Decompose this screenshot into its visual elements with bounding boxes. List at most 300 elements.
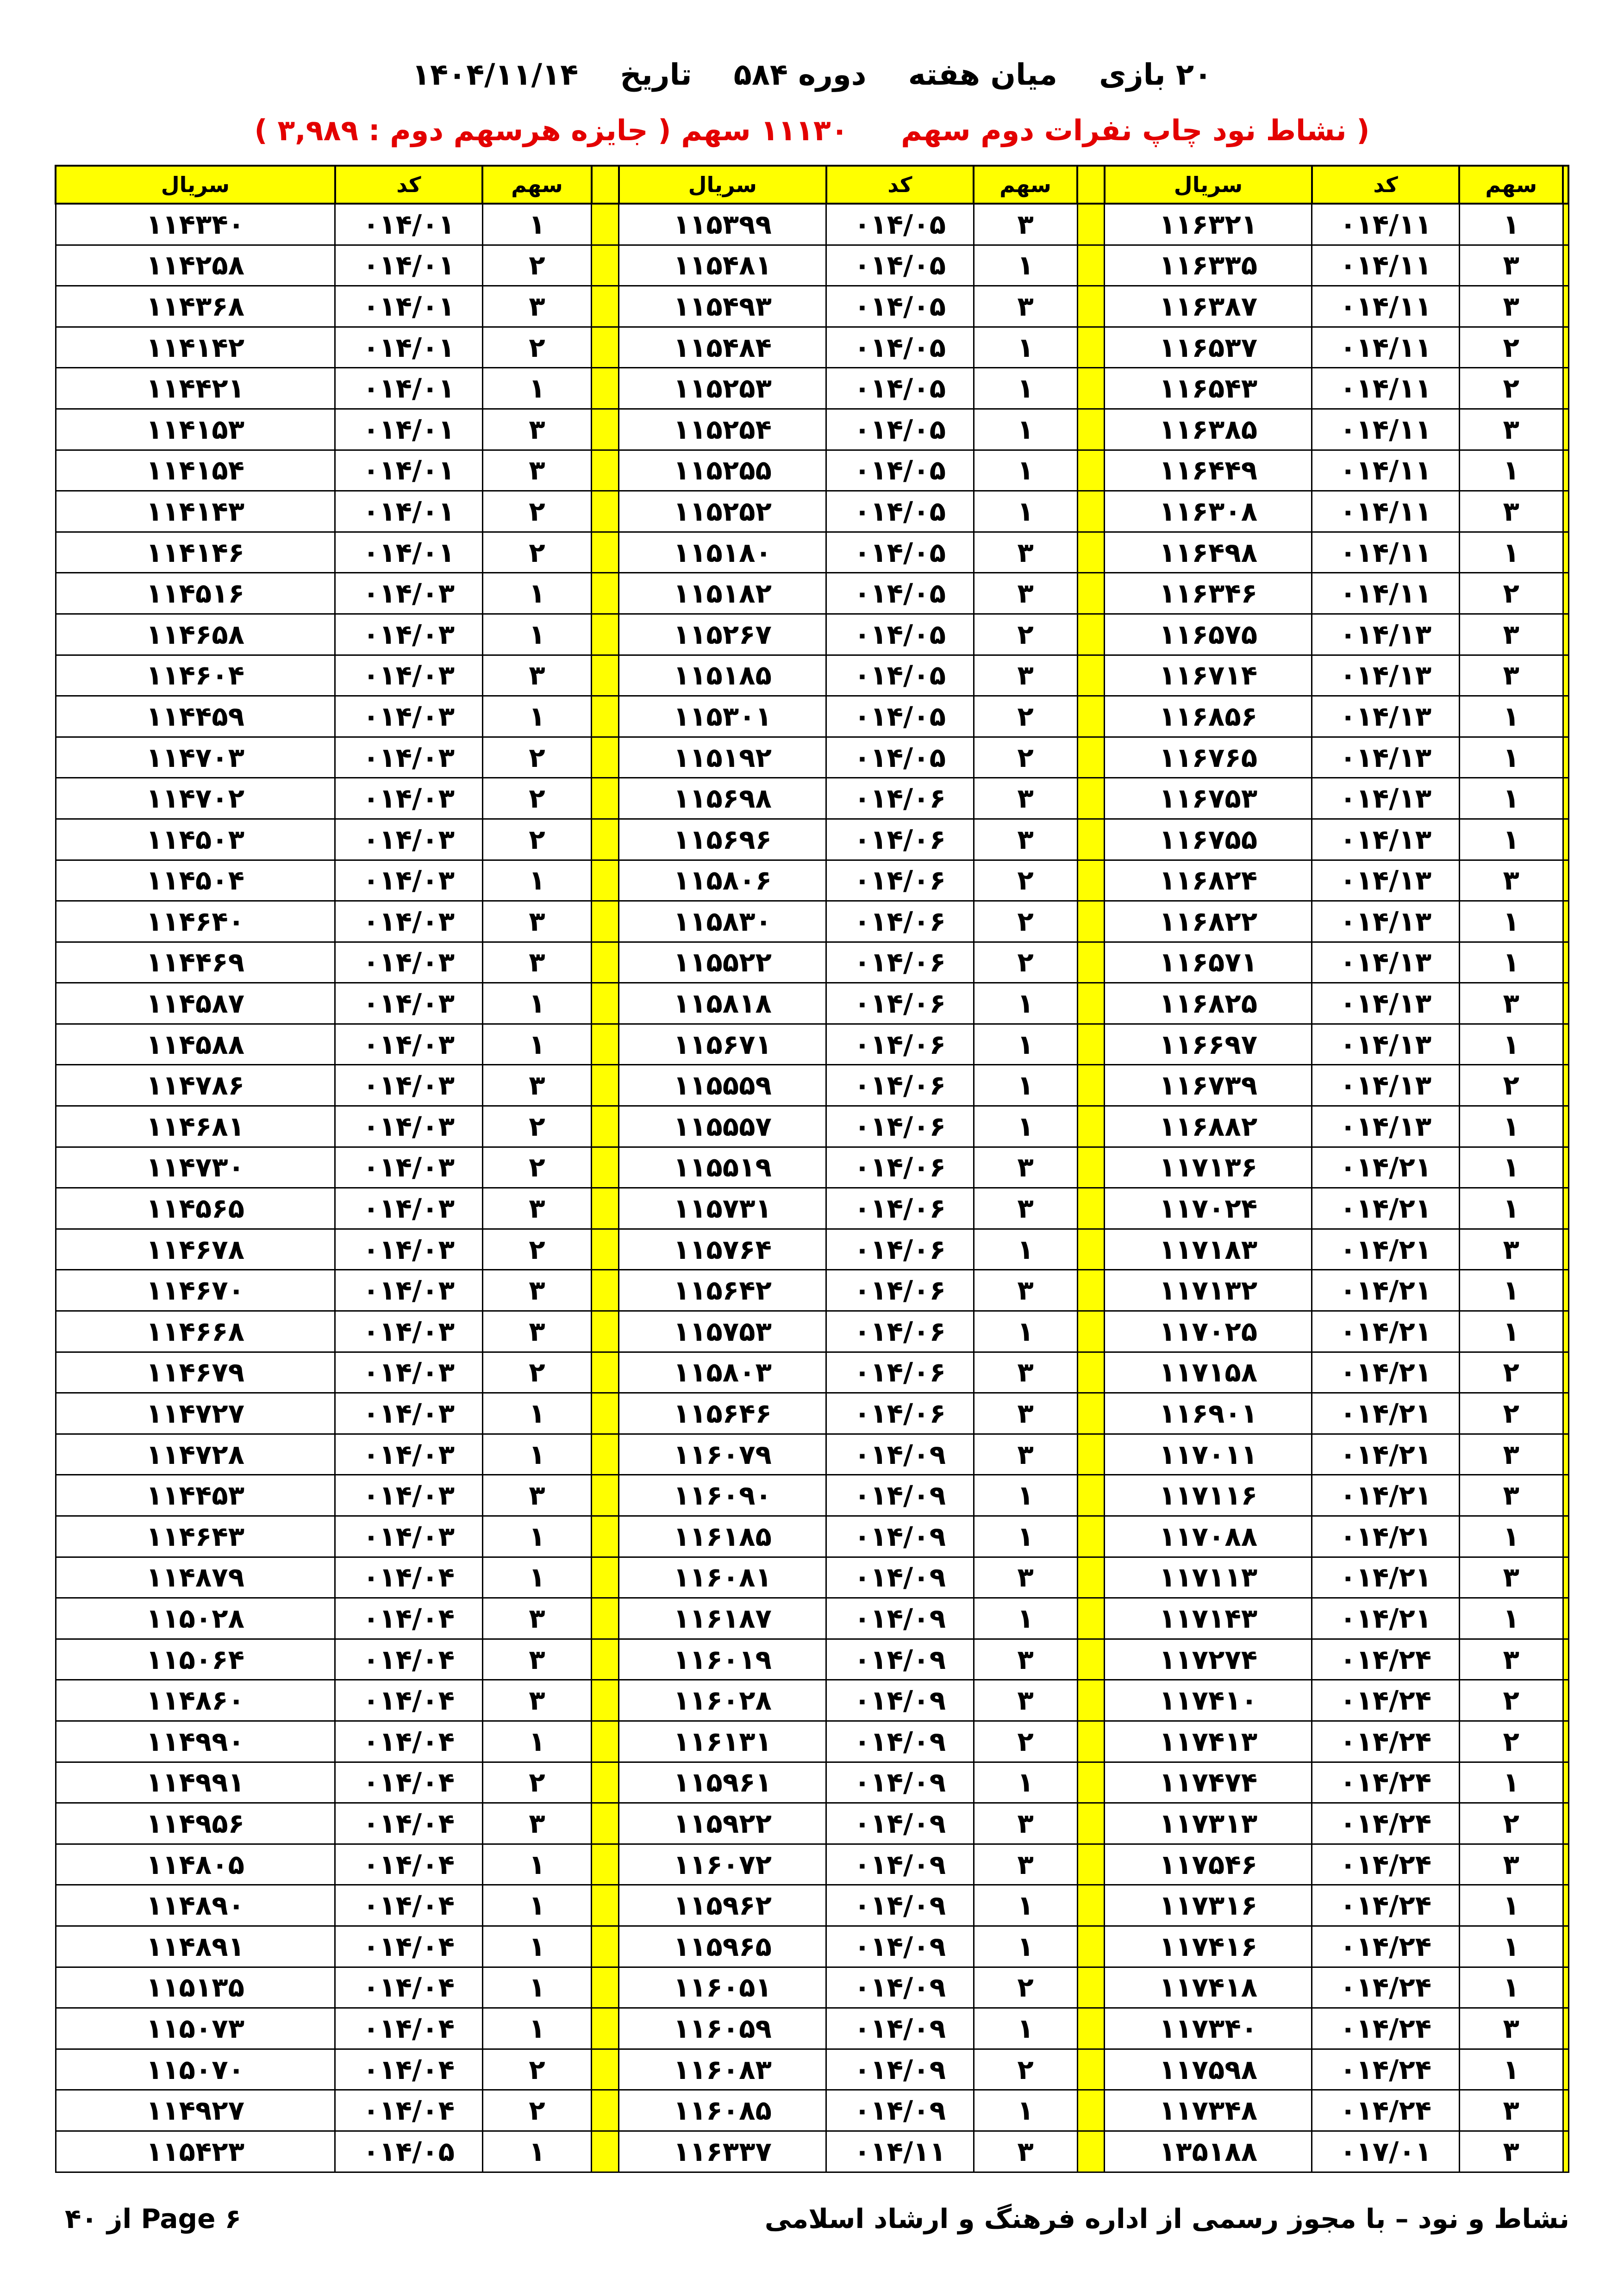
share-cell: ۳ (974, 2131, 1077, 2172)
table-row (56, 1147, 1568, 1188)
group-spacer (592, 696, 619, 737)
code-cell: ۰۱۴/۰۹ (826, 1680, 974, 1721)
group-spacer (1563, 696, 1568, 737)
table-row (56, 532, 1568, 573)
table-row (56, 983, 1568, 1024)
serial-cell: ۱۱۴۱۴۲ (56, 327, 335, 368)
code-cell: ۰۱۴/۰۵ (826, 204, 974, 245)
serial-cell: ۱۱۴۵۸۷ (56, 983, 335, 1024)
share-cell: ۱ (482, 696, 592, 737)
share-cell: ۲ (1459, 368, 1563, 409)
share-cell: ۲ (974, 696, 1077, 737)
col-serial-header: سریال (619, 166, 826, 204)
share-cell: ۲ (482, 245, 592, 286)
share-cell: ۳ (482, 286, 592, 327)
share-cell: ۳ (1459, 614, 1563, 655)
group-spacer (592, 1024, 619, 1065)
group-spacer (592, 1147, 619, 1188)
code-cell: ۰۱۴/۰۳ (335, 1311, 482, 1352)
table-row (56, 696, 1568, 737)
share-cell: ۱ (482, 1844, 592, 1885)
serial-cell: ۱۱۶۱۳۱ (619, 1721, 826, 1762)
code-cell: ۰۱۴/۰۵ (826, 409, 974, 450)
code-cell: ۰۱۴/۰۴ (335, 1680, 482, 1721)
table-row (56, 1229, 1568, 1270)
serial-cell: ۱۱۶۳۸۵ (1105, 409, 1312, 450)
share-cell: ۱ (482, 614, 592, 655)
serial-cell: ۱۱۷۳۱۶ (1105, 1885, 1312, 1926)
serial-cell: ۱۱۶۰۷۹ (619, 1434, 826, 1475)
share-cell: ۱ (482, 2131, 592, 2172)
serial-cell: ۱۱۵۶۴۶ (619, 1393, 826, 1434)
serial-cell: ۱۱۷۳۴۰ (1105, 2008, 1312, 2049)
group-spacer (1077, 2008, 1105, 2049)
serial-cell: ۱۱۶۳۳۵ (1105, 245, 1312, 286)
table-row (56, 204, 1568, 245)
serial-cell: ۱۱۴۸۰۵ (56, 1844, 335, 1885)
results-table (55, 165, 1569, 2173)
serial-cell: ۱۱۵۹۶۵ (619, 1926, 826, 1967)
share-cell: ۱ (482, 368, 592, 409)
serial-cell: ۱۱۴۶۷۸ (56, 1229, 335, 1270)
serial-cell: ۱۱۶۸۲۵ (1105, 983, 1312, 1024)
shares-label: ۱۱۱۳۰ سهم ( جایزه هرسهم دوم : ۳,۹۸۹ ) (254, 113, 849, 147)
share-cell: ۲ (974, 942, 1077, 983)
share-cell: ۱ (1459, 1598, 1563, 1639)
code-cell: ۰۱۴/۱۳ (1312, 1106, 1459, 1147)
group-spacer (1563, 409, 1568, 450)
code-cell: ۰۱۴/۰۴ (335, 1639, 482, 1680)
serial-cell: ۱۱۶۰۸۵ (619, 2090, 826, 2131)
group-spacer (592, 1475, 619, 1516)
header-spacer (1563, 166, 1568, 204)
group-spacer (1077, 1188, 1105, 1229)
serial-cell: ۱۱۷۴۱۶ (1105, 1926, 1312, 1967)
group-spacer (1563, 614, 1568, 655)
code-cell: ۰۱۴/۰۳ (335, 1024, 482, 1065)
serial-cell: ۱۱۴۶۷۹ (56, 1352, 335, 1393)
serial-cell: ۱۱۴۹۹۰ (56, 1721, 335, 1762)
code-cell: ۰۱۷/۰۱ (1312, 2131, 1459, 2172)
code-cell: ۰۱۴/۰۹ (826, 1844, 974, 1885)
group-spacer (1077, 614, 1105, 655)
share-cell: ۱ (1459, 901, 1563, 942)
serial-cell: ۱۱۶۹۰۱ (1105, 1393, 1312, 1434)
page-subheader (0, 113, 1624, 160)
serial-cell: ۱۱۴۳۴۰ (56, 204, 335, 245)
code-cell: ۰۱۴/۲۴ (1312, 2049, 1459, 2090)
share-cell: ۱ (482, 1885, 592, 1926)
share-cell: ۳ (974, 1352, 1077, 1393)
serial-cell: ۱۱۵۱۳۵ (56, 1967, 335, 2008)
code-cell: ۰۱۴/۰۶ (826, 1106, 974, 1147)
serial-cell: ۱۱۵۴۹۳ (619, 286, 826, 327)
share-cell: ۱ (974, 1024, 1077, 1065)
group-spacer (1077, 1967, 1105, 2008)
code-cell: ۰۱۴/۰۳ (335, 983, 482, 1024)
share-cell: ۲ (974, 1721, 1077, 1762)
table-row (56, 1106, 1568, 1147)
code-cell: ۰۱۴/۰۶ (826, 983, 974, 1024)
code-cell: ۰۱۴/۰۴ (335, 1557, 482, 1598)
serial-cell: ۱۱۴۶۸۱ (56, 1106, 335, 1147)
group-spacer (592, 1188, 619, 1229)
share-cell: ۳ (482, 1639, 592, 1680)
code-cell: ۰۱۴/۰۳ (335, 819, 482, 860)
code-cell: ۰۱۴/۰۳ (335, 778, 482, 819)
group-spacer (1563, 1803, 1568, 1844)
serial-cell: ۱۱۴۶۵۸ (56, 614, 335, 655)
footer-page-number: Page ۶ از ۴۰ (65, 2203, 242, 2234)
serial-cell: ۱۱۶۰۸۱ (619, 1557, 826, 1598)
code-cell: ۰۱۴/۰۴ (335, 1762, 482, 1803)
group-spacer (1077, 1680, 1105, 1721)
code-cell: ۰۱۴/۰۳ (335, 737, 482, 778)
group-spacer (1563, 1434, 1568, 1475)
code-cell: ۰۱۴/۱۳ (1312, 614, 1459, 655)
code-cell: ۰۱۴/۰۹ (826, 2049, 974, 2090)
code-cell: ۰۱۴/۰۱ (335, 491, 482, 532)
group-spacer (592, 2049, 619, 2090)
share-cell: ۳ (482, 450, 592, 491)
code-cell: ۰۱۴/۱۳ (1312, 696, 1459, 737)
serial-cell: ۱۱۵۸۰۳ (619, 1352, 826, 1393)
table-head (56, 166, 1568, 204)
group-spacer (592, 942, 619, 983)
code-cell: ۰۱۴/۰۴ (335, 2090, 482, 2131)
code-cell: ۰۱۴/۰۹ (826, 1434, 974, 1475)
share-cell: ۳ (1459, 2131, 1563, 2172)
serial-cell: ۱۱۶۳۰۸ (1105, 491, 1312, 532)
table-row (56, 1557, 1568, 1598)
code-cell: ۰۱۴/۰۹ (826, 1639, 974, 1680)
code-cell: ۰۱۴/۰۶ (826, 1270, 974, 1311)
group-spacer (1563, 2008, 1568, 2049)
group-spacer (592, 737, 619, 778)
group-spacer (592, 1598, 619, 1639)
code-cell: ۰۱۴/۰۵ (826, 245, 974, 286)
group-spacer (592, 204, 619, 245)
serial-cell: ۱۱۵۹۶۱ (619, 1762, 826, 1803)
table-row (56, 450, 1568, 491)
col-code-header: کد (826, 166, 974, 204)
group-spacer (1077, 1926, 1105, 1967)
code-cell: ۰۱۴/۰۶ (826, 1065, 974, 1106)
group-spacer (1077, 1434, 1105, 1475)
serial-cell: ۱۱۴۸۹۱ (56, 1926, 335, 1967)
serial-cell: ۱۱۵۷۶۴ (619, 1229, 826, 1270)
code-cell: ۰۱۴/۰۹ (826, 2008, 974, 2049)
group-spacer (592, 1557, 619, 1598)
share-cell: ۱ (974, 245, 1077, 286)
share-cell: ۳ (482, 655, 592, 696)
share-cell: ۳ (1459, 983, 1563, 1024)
code-cell: ۰۱۴/۰۵ (826, 614, 974, 655)
serial-cell: ۱۱۴۵۶۵ (56, 1188, 335, 1229)
date-value: ۱۴۰۴/۱۱/۱۴ (412, 58, 579, 92)
group-spacer (1563, 1147, 1568, 1188)
group-spacer (592, 983, 619, 1024)
col-code-header: کد (1312, 166, 1459, 204)
group-spacer (592, 1762, 619, 1803)
code-cell: ۰۱۴/۲۴ (1312, 1885, 1459, 1926)
share-cell: ۲ (482, 1762, 592, 1803)
serial-cell: ۱۱۵۸۳۰ (619, 901, 826, 942)
serial-cell: ۱۱۴۵۱۶ (56, 573, 335, 614)
group-spacer (592, 901, 619, 942)
group-spacer (1563, 1885, 1568, 1926)
code-cell: ۰۱۴/۰۱ (335, 532, 482, 573)
group-spacer (1077, 860, 1105, 901)
code-cell: ۰۱۴/۰۳ (335, 942, 482, 983)
col-serial-header: سریال (56, 166, 335, 204)
serial-cell: ۱۱۴۹۹۱ (56, 1762, 335, 1803)
table-row (56, 1516, 1568, 1557)
share-cell: ۳ (974, 1393, 1077, 1434)
code-cell: ۰۱۴/۰۹ (826, 1557, 974, 1598)
serial-cell: ۱۱۵۶۷۱ (619, 1024, 826, 1065)
group-spacer (592, 368, 619, 409)
code-cell: ۰۱۴/۲۱ (1312, 1188, 1459, 1229)
serial-cell: ۱۱۵۴۸۱ (619, 245, 826, 286)
serial-cell: ۱۱۶۵۷۱ (1105, 942, 1312, 983)
code-cell: ۰۱۴/۲۱ (1312, 1434, 1459, 1475)
serial-cell: ۱۱۶۷۵۳ (1105, 778, 1312, 819)
serial-cell: ۱۱۷۱۳۲ (1105, 1270, 1312, 1311)
share-cell: ۲ (1459, 1680, 1563, 1721)
group-spacer (1563, 2090, 1568, 2131)
group-spacer (1563, 1967, 1568, 2008)
share-cell: ۳ (974, 1639, 1077, 1680)
share-cell: ۳ (482, 901, 592, 942)
share-cell: ۳ (974, 1434, 1077, 1475)
share-cell: ۱ (1459, 737, 1563, 778)
serial-cell: ۱۱۶۱۸۵ (619, 1516, 826, 1557)
group-spacer (1563, 1188, 1568, 1229)
serial-cell: ۱۱۶۳۸۷ (1105, 286, 1312, 327)
group-spacer (1077, 1721, 1105, 1762)
share-cell: ۱ (1459, 2049, 1563, 2090)
group-spacer (592, 1516, 619, 1557)
group-spacer (592, 450, 619, 491)
table-row (56, 409, 1568, 450)
code-cell: ۰۱۴/۰۹ (826, 1516, 974, 1557)
serial-cell: ۱۳۵۱۸۸ (1105, 2131, 1312, 2172)
code-cell: ۰۱۴/۰۳ (335, 1106, 482, 1147)
share-cell: ۳ (482, 1475, 592, 1516)
code-cell: ۰۱۴/۰۹ (826, 1598, 974, 1639)
code-cell: ۰۱۴/۰۳ (335, 1065, 482, 1106)
group-spacer (1077, 2049, 1105, 2090)
code-cell: ۰۱۴/۲۱ (1312, 1598, 1459, 1639)
group-spacer (1563, 1557, 1568, 1598)
share-cell: ۱ (1459, 1311, 1563, 1352)
code-cell: ۰۱۴/۰۳ (335, 1188, 482, 1229)
share-cell: ۱ (482, 204, 592, 245)
serial-cell: ۱۱۷۱۳۶ (1105, 1147, 1312, 1188)
code-cell: ۰۱۴/۱۳ (1312, 737, 1459, 778)
code-cell: ۰۱۴/۲۱ (1312, 1147, 1459, 1188)
date-label: تاریخ (620, 58, 692, 92)
col-code-header: کد (335, 166, 482, 204)
share-cell: ۱ (1459, 1885, 1563, 1926)
group-spacer (1563, 1393, 1568, 1434)
share-cell: ۳ (482, 1598, 592, 1639)
round-label: دوره ۵۸۴ (733, 58, 867, 92)
table-row (56, 1188, 1568, 1229)
code-cell: ۰۱۴/۱۱ (1312, 491, 1459, 532)
serial-cell: ۱۱۵۶۹۶ (619, 819, 826, 860)
share-cell: ۳ (482, 1065, 592, 1106)
share-cell: ۱ (974, 1885, 1077, 1926)
share-cell: ۱ (974, 491, 1077, 532)
table-row (56, 1270, 1568, 1311)
code-cell: ۰۱۴/۰۱ (335, 245, 482, 286)
serial-cell: ۱۱۵۸۰۶ (619, 860, 826, 901)
serial-cell: ۱۱۶۱۸۷ (619, 1598, 826, 1639)
serial-cell: ۱۱۵۱۸۵ (619, 655, 826, 696)
serial-cell: ۱۱۴۷۳۰ (56, 1147, 335, 1188)
code-cell: ۰۱۴/۰۹ (826, 1967, 974, 2008)
share-cell: ۲ (1459, 327, 1563, 368)
share-cell: ۳ (1459, 1844, 1563, 1885)
serial-cell: ۱۱۶۰۱۹ (619, 1639, 826, 1680)
group-spacer (592, 491, 619, 532)
code-cell: ۰۱۴/۰۹ (826, 2090, 974, 2131)
group-spacer (592, 327, 619, 368)
share-cell: ۲ (1459, 1065, 1563, 1106)
table-row (56, 327, 1568, 368)
code-cell: ۰۱۴/۰۶ (826, 1188, 974, 1229)
group-spacer (592, 1803, 619, 1844)
group-spacer (592, 245, 619, 286)
serial-cell: ۱۱۵۱۹۲ (619, 737, 826, 778)
code-cell: ۰۱۴/۲۴ (1312, 1680, 1459, 1721)
code-cell: ۰۱۴/۲۴ (1312, 1639, 1459, 1680)
group-spacer (1563, 204, 1568, 245)
code-cell: ۰۱۴/۱۳ (1312, 860, 1459, 901)
share-cell: ۲ (974, 860, 1077, 901)
code-cell: ۰۱۴/۰۳ (335, 901, 482, 942)
serial-cell: ۱۱۵۰۲۸ (56, 1598, 335, 1639)
share-cell: ۳ (974, 1270, 1077, 1311)
serial-cell: ۱۱۶۷۶۵ (1105, 737, 1312, 778)
share-cell: ۱ (1459, 1106, 1563, 1147)
table-row (56, 1844, 1568, 1885)
code-cell: ۰۱۴/۰۶ (826, 942, 974, 983)
code-cell: ۰۱۴/۰۴ (335, 1844, 482, 1885)
group-spacer (1563, 983, 1568, 1024)
share-cell: ۳ (1459, 1434, 1563, 1475)
group-spacer (1563, 1475, 1568, 1516)
share-cell: ۱ (974, 409, 1077, 450)
table-row (56, 1024, 1568, 1065)
share-cell: ۲ (482, 327, 592, 368)
group-spacer (592, 1721, 619, 1762)
group-spacer (1077, 819, 1105, 860)
code-cell: ۰۱۴/۰۴ (335, 1598, 482, 1639)
code-cell: ۰۱۴/۰۳ (335, 1352, 482, 1393)
code-cell: ۰۱۴/۲۴ (1312, 1926, 1459, 1967)
group-spacer (1563, 2049, 1568, 2090)
group-spacer (1077, 1803, 1105, 1844)
share-cell: ۱ (974, 1311, 1077, 1352)
serial-cell: ۱۱۴۴۲۱ (56, 368, 335, 409)
code-cell: ۰۱۴/۱۳ (1312, 655, 1459, 696)
table-row (56, 655, 1568, 696)
serial-cell: ۱۱۷۰۲۴ (1105, 1188, 1312, 1229)
midweek-label: میان هفته (908, 58, 1057, 92)
share-cell: ۱ (482, 1926, 592, 1967)
code-cell: ۰۱۴/۰۹ (826, 1762, 974, 1803)
serial-cell: ۱۱۵۰۷۰ (56, 2049, 335, 2090)
serial-cell: ۱۱۵۲۵۳ (619, 368, 826, 409)
group-spacer (1077, 737, 1105, 778)
share-cell: ۲ (1459, 1352, 1563, 1393)
code-cell: ۰۱۴/۱۱ (826, 2131, 974, 2172)
share-cell: ۲ (482, 491, 592, 532)
code-cell: ۰۱۴/۰۳ (335, 1270, 482, 1311)
share-cell: ۳ (482, 1803, 592, 1844)
table-row (56, 1598, 1568, 1639)
share-cell: ۱ (1459, 696, 1563, 737)
table-row (56, 573, 1568, 614)
code-cell: ۰۱۴/۰۴ (335, 2049, 482, 2090)
group-spacer (592, 1106, 619, 1147)
share-cell: ۱ (482, 1967, 592, 2008)
share-cell: ۱ (482, 1721, 592, 1762)
serial-cell: ۱۱۴۵۰۴ (56, 860, 335, 901)
group-spacer (592, 2090, 619, 2131)
code-cell: ۰۱۴/۲۴ (1312, 1844, 1459, 1885)
table-row (56, 1762, 1568, 1803)
code-cell: ۰۱۴/۱۱ (1312, 532, 1459, 573)
group-spacer (1563, 655, 1568, 696)
serial-cell: ۱۱۷۴۷۴ (1105, 1762, 1312, 1803)
group-spacer (1077, 2090, 1105, 2131)
group-spacer (1077, 1639, 1105, 1680)
serial-cell: ۱۱۵۷۵۳ (619, 1311, 826, 1352)
code-cell: ۰۱۴/۰۳ (335, 614, 482, 655)
code-cell: ۰۱۴/۰۱ (335, 450, 482, 491)
group-spacer (1077, 1844, 1105, 1885)
serial-cell: ۱۱۴۸۶۰ (56, 1680, 335, 1721)
group-spacer (1077, 942, 1105, 983)
group-spacer (592, 286, 619, 327)
group-spacer (1563, 1721, 1568, 1762)
group-spacer (1563, 1516, 1568, 1557)
table-row (56, 1434, 1568, 1475)
code-cell: ۰۱۴/۰۴ (335, 1967, 482, 2008)
table-row (56, 1393, 1568, 1434)
group-spacer (592, 1639, 619, 1680)
serial-cell: ۱۱۶۷۵۵ (1105, 819, 1312, 860)
share-cell: ۲ (482, 2090, 592, 2131)
serial-cell: ۱۱۴۷۰۲ (56, 778, 335, 819)
serial-cell: ۱۱۴۲۵۸ (56, 245, 335, 286)
code-cell: ۰۱۴/۲۴ (1312, 1721, 1459, 1762)
code-cell: ۰۱۴/۱۱ (1312, 286, 1459, 327)
code-cell: ۰۱۴/۱۱ (1312, 573, 1459, 614)
group-spacer (1563, 245, 1568, 286)
col-share-header: سهم (482, 166, 592, 204)
group-spacer (1563, 737, 1568, 778)
group-spacer (1077, 1106, 1105, 1147)
code-cell: ۰۱۴/۲۱ (1312, 1352, 1459, 1393)
table-row (56, 901, 1568, 942)
code-cell: ۰۱۴/۲۴ (1312, 1967, 1459, 2008)
group-spacer (592, 2131, 619, 2172)
